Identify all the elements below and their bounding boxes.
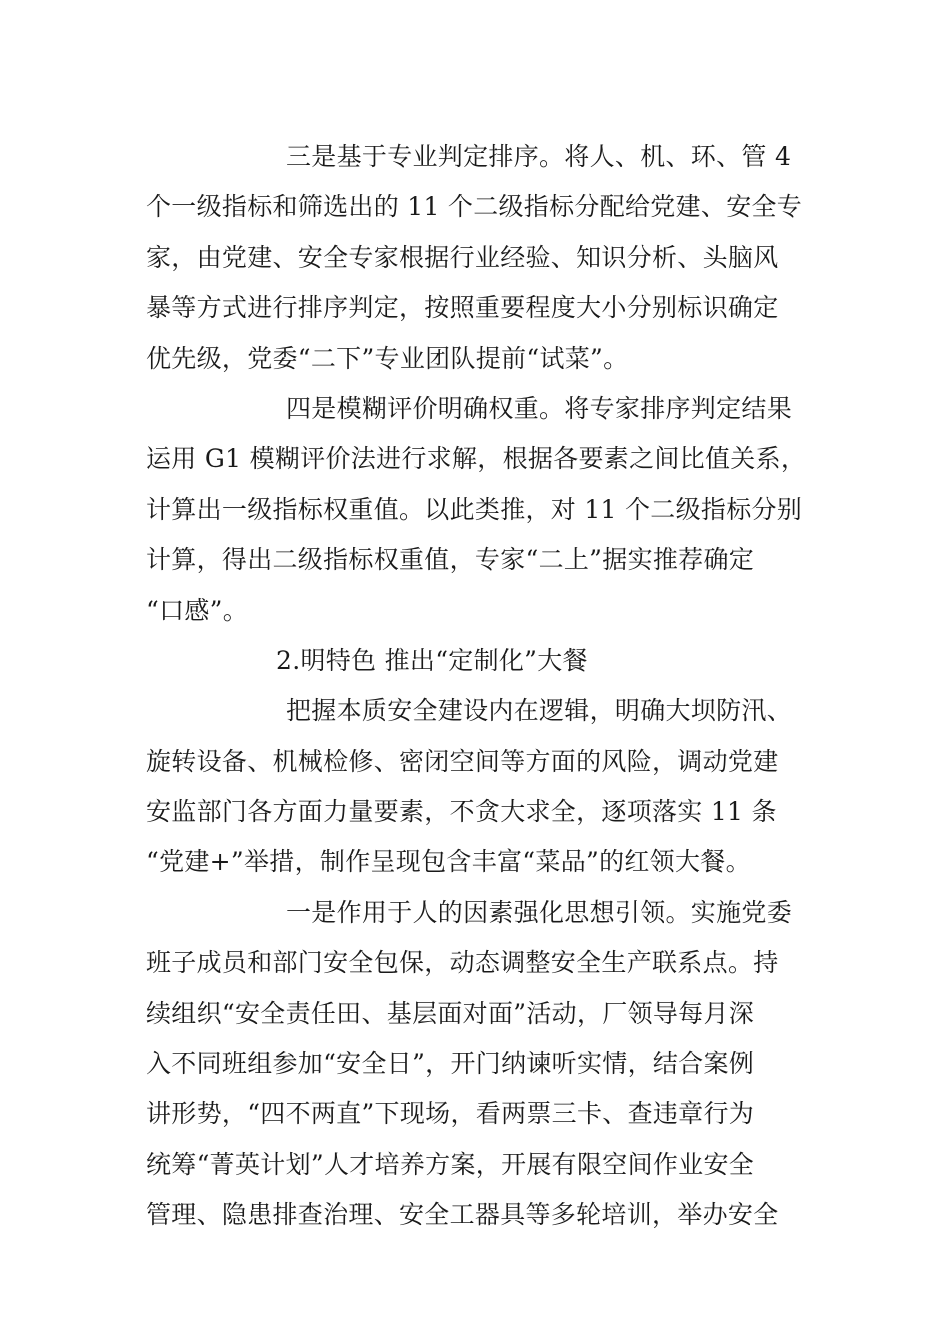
paragraph-line: 暴等方式进行排序判定，按照重要程度大小分别标识确定 (146, 293, 779, 323)
paragraph-line: 计算出一级指标权重值。以此类推，对 11 个二级指标分别 (146, 494, 803, 524)
paragraph-line: 四是模糊评价明确权重。将专家排序判定结果 (286, 393, 793, 423)
document-body (146, 132, 810, 1241)
paragraph-line: 计算，得出二级指标权重值，专家“二上”据实推荐确定 (146, 545, 755, 575)
paragraph-line: 续组织“安全责任田、基层面对面”活动，厂领导每月深 (146, 998, 755, 1028)
paragraph-line: 家，由党建、安全专家根据行业经验、知识分析、头脑风 (146, 242, 779, 272)
paragraph-line: “口感”。 (146, 595, 249, 625)
section-heading: 2.明特色 推出“定制化”大餐 (276, 645, 588, 675)
paragraph-line: 管理、隐患排查治理、安全工器具等多轮培训，举办安全 (146, 1200, 779, 1230)
paragraph-line: 旋转设备、机械检修、密闭空间等方面的风险，调动党建 (146, 746, 779, 776)
paragraph-line: 安监部门各方面力量要素，不贪大求全，逐项落实 11 条 (146, 797, 777, 827)
paragraph-line: 讲形势，“四不两直”下现场，看两票三卡、查违章行为 (146, 1099, 755, 1129)
paragraph-line: 一是作用于人的因素强化思想引领。实施党委 (286, 897, 793, 927)
paragraph-line: 三是基于专业判定排序。将人、机、环、管 4 (286, 142, 792, 171)
paragraph-line: 把握本质安全建设内在逻辑，明确大坝防汛、 (286, 696, 793, 726)
paragraph-line: 优先级，党委“二下”专业团队提前“试菜”。 (146, 343, 629, 373)
paragraph-line: 运用 G1 模糊评价法进行求解，根据各要素之间比值关系， (146, 444, 807, 474)
paragraph-line: “党建+”举措，制作呈现包含丰富“菜品”的红领大餐。 (146, 847, 751, 877)
paragraph-line: 班子成员和部门安全包保，动态调整安全生产联系点。持 (146, 948, 779, 978)
paragraph-line: 个一级指标和筛选出的 11 个二级指标分配给党建、安全专 (146, 192, 803, 222)
paragraph-line: 统筹“菁英计划”人才培养方案，开展有限空间作业安全 (146, 1149, 755, 1179)
paragraph-line: 入不同班组参加“安全日”，开门纳谏听实情，结合案例 (146, 1049, 755, 1079)
